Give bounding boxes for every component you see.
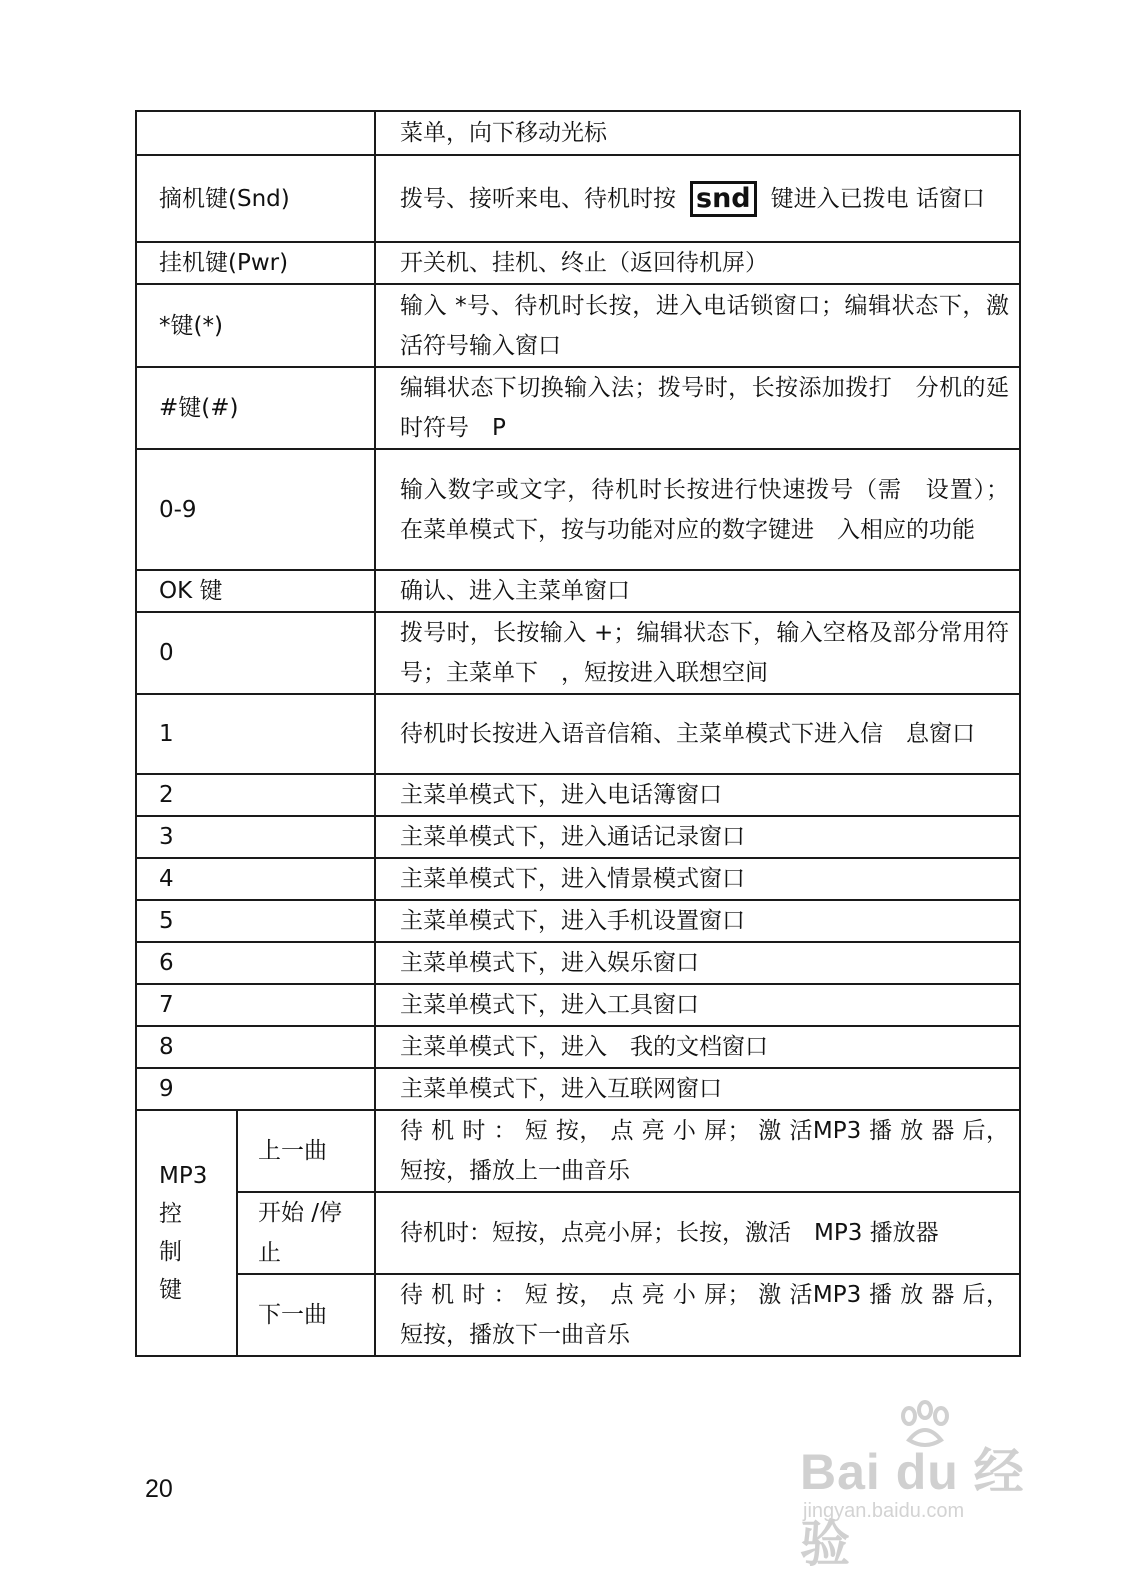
key-cell: 9 [136,1068,375,1110]
key-cell: 1 [136,694,375,774]
key-cell [136,111,375,155]
desc-cell: 待机时：短按，点亮小屏；长按，激活 MP3 播放器 [375,1192,1020,1274]
table-row [136,1110,1020,1192]
mp3-label: MP3 [159,1163,208,1189]
desc-cell: 输入数字或文字，待机时长按进行快速拨号（需 设置）；在菜单模式下，按与功能对应的数字键进 入相应的功能 [375,449,1020,570]
mp3-label: 制 [159,1239,182,1265]
desc-text: 键进入已拨电 话窗口 [770,185,985,212]
key-cell: 0 [136,612,375,694]
desc-cell: 菜单，向下移动光标 [375,111,1020,155]
desc-cell: 主菜单模式下，进入 我的文档窗口 [375,1026,1020,1068]
desc-cell: 待 机 时 ： 短 按， 点 亮 小 屏； 激 活MP3 播 放 器 后， 短按，播放上一曲音乐 [375,1110,1020,1192]
key-cell: 5 [136,900,375,942]
table-row [136,1274,1020,1356]
key-cell: 6 [136,942,375,984]
page-number: 20 [145,1475,173,1503]
key-cell: *键(*) [136,284,375,367]
mp3-label: 键 [159,1277,182,1303]
watermark-url: jingyan.baidu.com [803,1500,965,1522]
table-row [136,694,1020,774]
desc-cell: 主菜单模式下，进入互联网窗口 [375,1068,1020,1110]
key-cell: 0-9 [136,449,375,570]
desc-cell [375,155,1020,242]
key-cell: 摘机键(Snd) [136,155,375,242]
desc-cell: 待机时长按进入语音信箱、主菜单模式下进入信 息窗口 [375,694,1020,774]
table-row [136,284,1020,367]
desc-cell: 主菜单模式下，进入手机设置窗口 [375,900,1020,942]
key-cell: 挂机键(Pwr) [136,242,375,284]
table-row [136,1068,1020,1110]
desc-text: 拨号、接听来电、待机时按 [400,185,676,212]
key-cell: 2 [136,774,375,816]
key-function-table [135,110,1021,1357]
snd-key-label: snd [690,181,757,217]
table-row [136,900,1020,942]
key-cell: OK 键 [136,570,375,612]
desc-cell: 待 机 时 ： 短 按， 点 亮 小 屏； 激 活MP3 播 放 器 后， 短按，播放下一曲音乐 [375,1274,1020,1356]
watermark-brand: Bai du 经验 [800,1444,1025,1572]
table-row [136,1192,1020,1274]
table-row [136,942,1020,984]
key-cell: 3 [136,816,375,858]
key-cell: 8 [136,1026,375,1068]
mp3-control-key-cell [136,1110,237,1356]
desc-cell: 输入 *号、待机时长按，进入电话锁窗口；编辑状态下，激活符号输入窗口 [375,284,1020,367]
desc-cell: 主菜单模式下，进入通话记录窗口 [375,816,1020,858]
mp3-sub-key-cell: 下一曲 [237,1274,375,1356]
table-row [136,858,1020,900]
table-row [136,570,1020,612]
table-row [136,449,1020,570]
table-row [136,1026,1020,1068]
table-row [136,367,1020,449]
desc-cell: 拨号时，长按输入 +；编辑状态下，输入空格及部分常用符号；主菜单下 ，短按进入联想空间 [375,612,1020,694]
key-cell: #键(#) [136,367,375,449]
table-row [136,111,1020,155]
table-row [136,984,1020,1026]
desc-cell: 主菜单模式下，进入情景模式窗口 [375,858,1020,900]
desc-cell: 确认、进入主菜单窗口 [375,570,1020,612]
table-row [136,816,1020,858]
desc-cell: 主菜单模式下，进入工具窗口 [375,984,1020,1026]
mp3-label: 控 [159,1201,182,1227]
key-cell: 4 [136,858,375,900]
table-row [136,774,1020,816]
baidu-jingyan-watermark [795,1400,1065,1572]
desc-cell: 编辑状态下切换输入法；拨号时，长按添加拨打 分机的延时符号 P [375,367,1020,449]
desc-cell: 开关机、挂机、终止（返回待机屏） [375,242,1020,284]
table-row [136,242,1020,284]
table-row [136,155,1020,242]
mp3-sub-key-cell: 上一曲 [237,1110,375,1192]
table-row [136,612,1020,694]
key-cell: 7 [136,984,375,1026]
desc-cell: 主菜单模式下，进入娱乐窗口 [375,942,1020,984]
desc-cell: 主菜单模式下，进入电话簿窗口 [375,774,1020,816]
mp3-sub-key-cell: 开始 /停止 [237,1192,375,1274]
